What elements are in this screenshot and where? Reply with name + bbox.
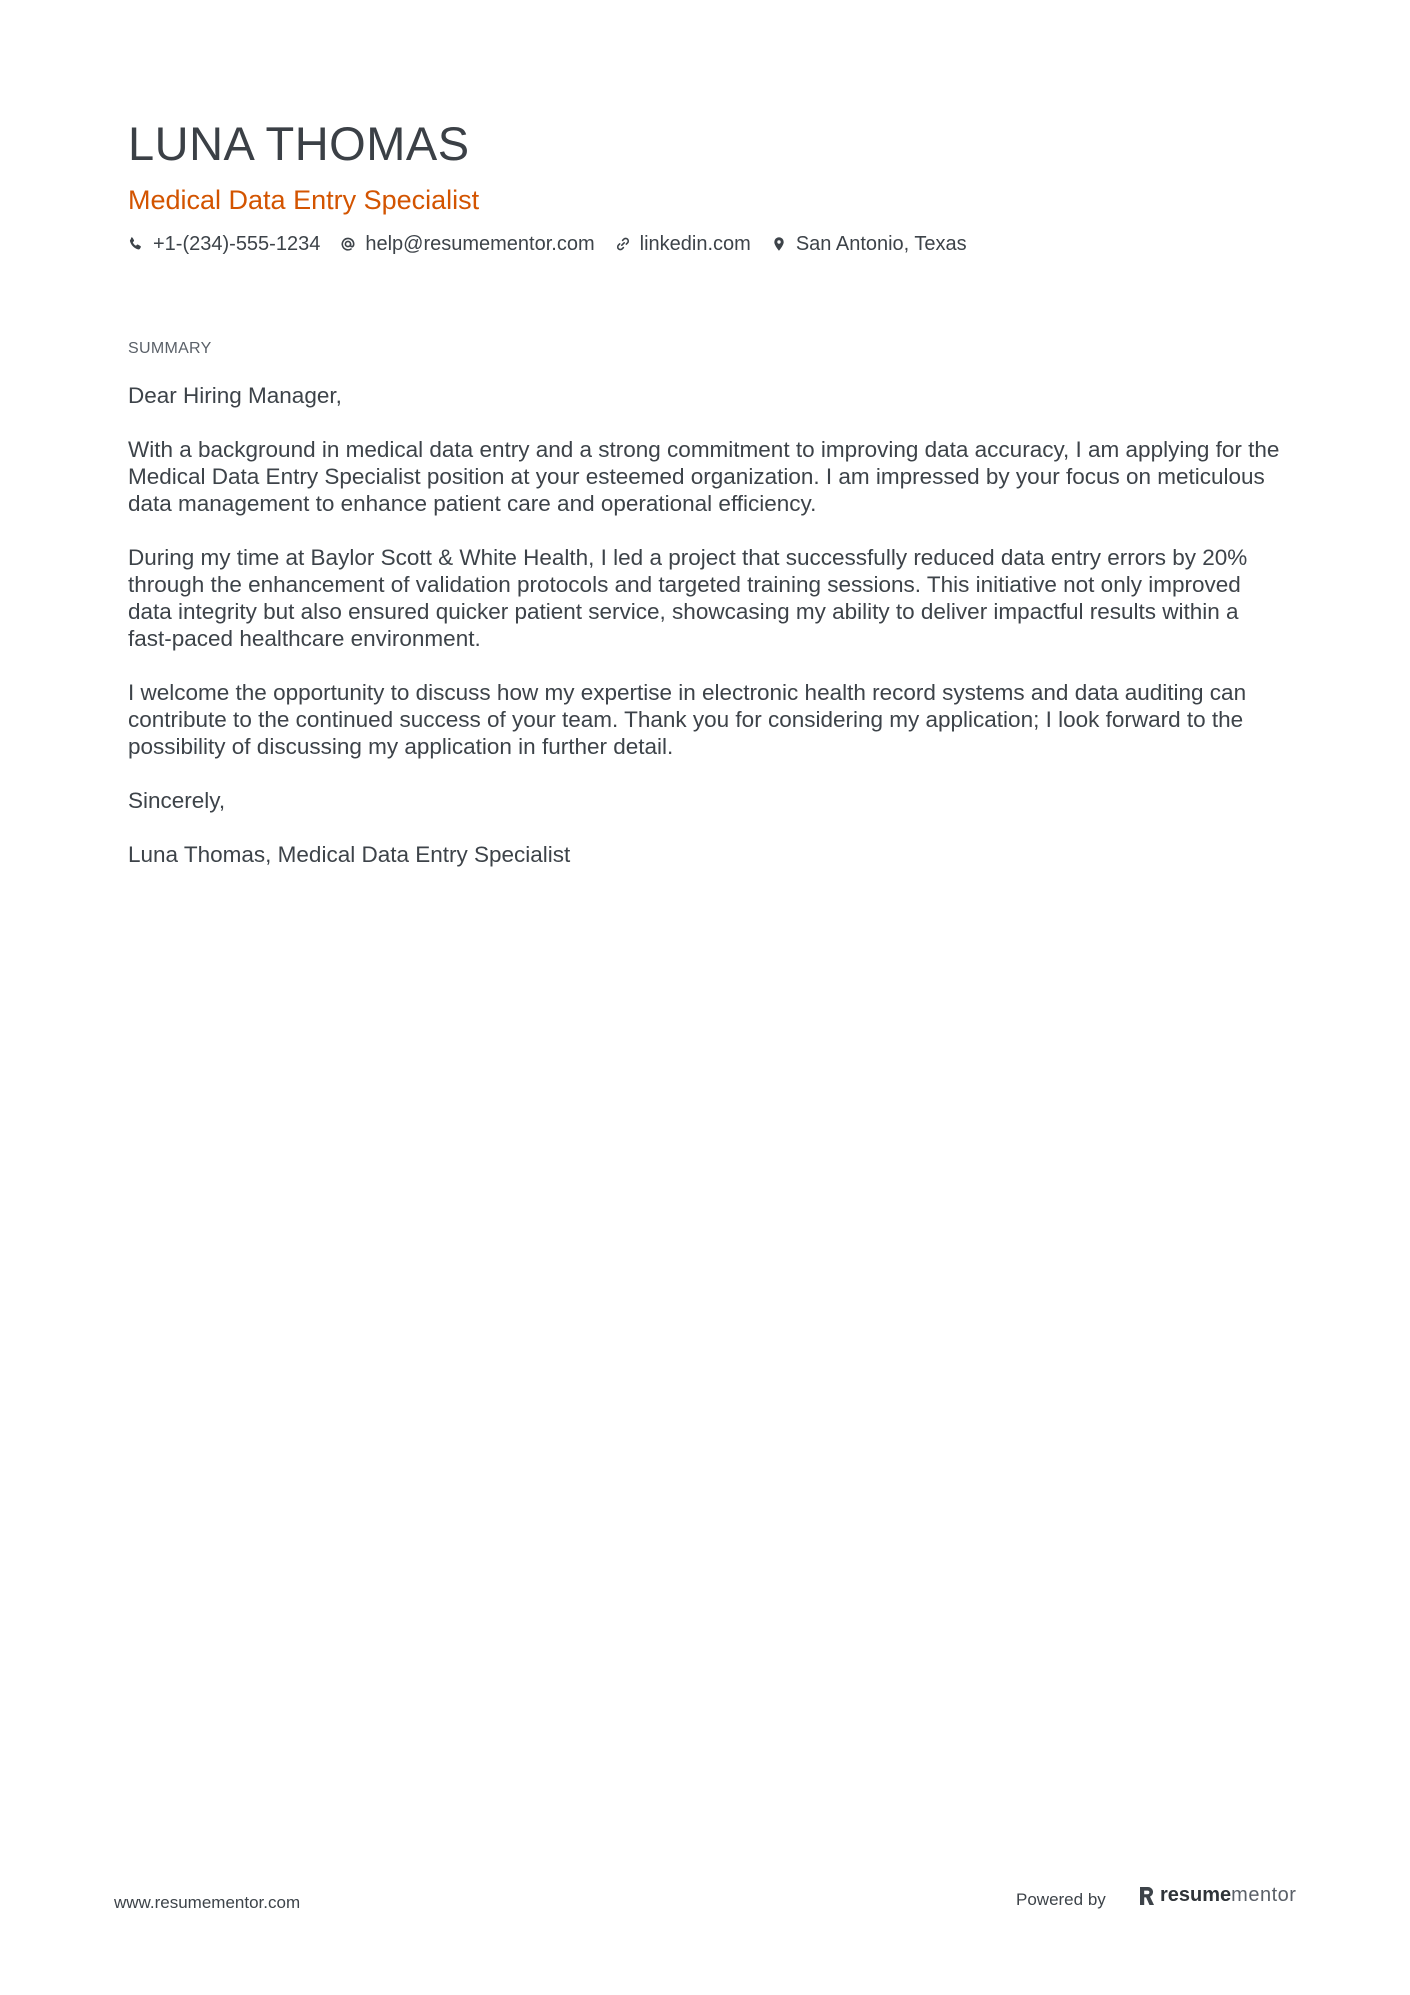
contact-linkedin-text: linkedin.com (639, 233, 751, 255)
contact-location (771, 231, 967, 257)
letter-body (128, 382, 1288, 895)
phone-icon (128, 236, 144, 252)
letter-paragraph-1: With a background in medical data entry and a strong commitment to improving data accuracy, I am applying for the Medical Data Entry Specialist position at your esteemed organization. I am impressed by your focus on meticulous data management to enhance patient care and operational efficiency. (128, 437, 1280, 516)
contact-phone-text: +1-(234)-555-1234 (153, 233, 321, 255)
at-icon (340, 236, 356, 252)
brand-logo[interactable] (1138, 1884, 1296, 1907)
contact-phone[interactable] (128, 231, 320, 257)
letter-paragraph-2: During my time at Baylor Scott & White Health, I led a project that successfully reduced data entry errors by 20% through the enhancement of validation protocols and targeted training sessions. This initiative not only improved data integrity but also ensured quicker patient service, showcasing my ability to deliver impactful results within a fast-paced healthcare environment. (128, 545, 1248, 651)
contact-linkedin[interactable] (615, 231, 751, 257)
contact-email[interactable] (340, 231, 594, 257)
header (128, 116, 1288, 257)
contact-email-text: help@resumementor.com (365, 233, 595, 255)
powered-by-label: Powered by (1016, 1890, 1106, 1909)
summary-section-label: SUMMARY (128, 340, 212, 357)
location-pin-icon (771, 236, 787, 252)
letter-paragraph-3: I welcome the opportunity to discuss how my expertise in electronic health record systems and data auditing can contribute to the continued success of your team. Thank you for considering my application; I look forward to the possibility of discussing my application in further detail. (128, 680, 1247, 759)
salutation: Dear Hiring Manager, (128, 383, 342, 408)
resumementor-logo-icon (1138, 1885, 1156, 1907)
job-title: Medical Data Entry Specialist (128, 185, 480, 215)
signature: Luna Thomas, Medical Data Entry Specialist (128, 842, 571, 867)
candidate-name: LUNA THOMAS (128, 117, 470, 170)
closing: Sincerely, (128, 788, 226, 813)
contact-row (128, 231, 1288, 257)
link-icon (615, 236, 631, 252)
brand-name-resume: resume (1160, 1884, 1232, 1906)
contact-location-text: San Antonio, Texas (795, 233, 967, 255)
brand-name-mentor: mentor (1231, 1884, 1297, 1906)
footer-website-link[interactable]: www.resumementor.com (114, 1893, 301, 1912)
